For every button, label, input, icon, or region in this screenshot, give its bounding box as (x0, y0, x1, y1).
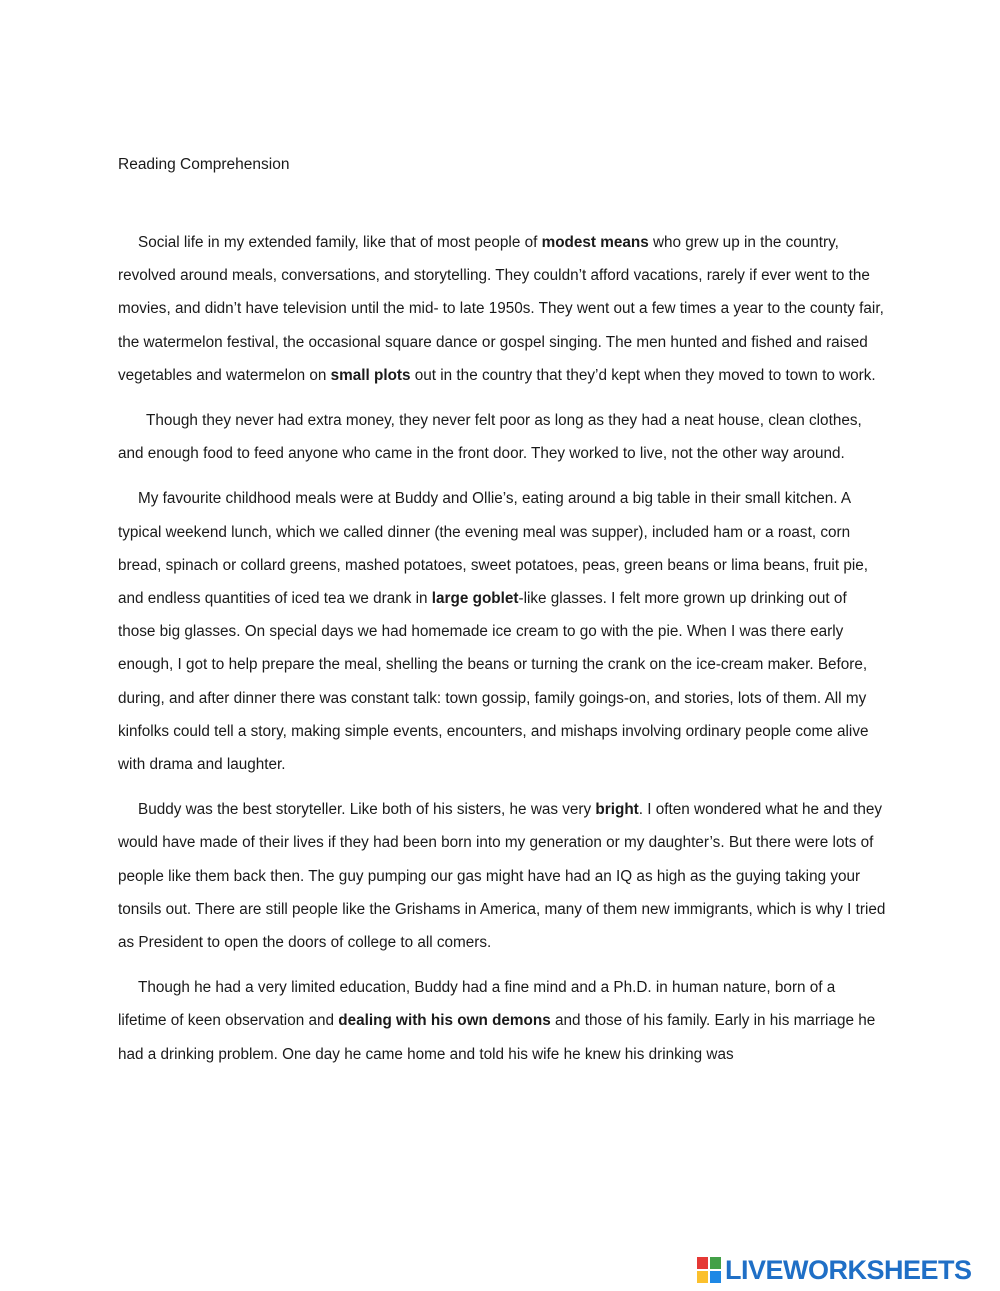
text-run: My favourite childhood meals were at Buddy and Ollie’s, eating around a big table in their small kitchen. A typical weekend lunch, which we called dinner (the evening meal was supper), included ham or a roast, corn bread, spinach or collard greens, mashed potatoes, sweet potatoes, peas, green beans or lima beans, fruit pie, and endless quantities of iced tea we drank in (118, 490, 868, 608)
liveworksheets-logo (697, 1255, 972, 1285)
paragraph (118, 793, 886, 959)
text-run: and those of his family. Early in his marriage he had a drinking problem. One day he came home and told his wife he knew his drinking was (118, 1012, 876, 1063)
logo-block (710, 1257, 721, 1269)
text-run: Though they never had extra money, they never felt poor as long as they had a neat house, clean clothes, and enough food to feed anyone who came in the front door. They worked to live, not the other way around. (118, 412, 862, 463)
text-run: -like glasses. I felt more grown up drinking out of those big glasses. On special days we had homemade ice cream to go with the pie. When I was there early enough, I got to help prepare the meal, shelling the beans or turning the crank on the ice-cream maker. Before, during, and after dinner there was constant talk: town gossip, family goings-on, and stories, lots of them. All my kinfolks could tell a story, making simple events, encounters, and mishaps involving ordinary people come alive with drama and laughter. (118, 590, 869, 774)
paragraph (118, 482, 886, 781)
bold-phrase: large goblet (431, 590, 519, 608)
text-run: out in the country that they’d kept when they moved to town to work. (410, 366, 876, 384)
bold-phrase: small plots (330, 366, 411, 384)
bold-phrase: bright (595, 801, 639, 819)
text-run: Though he had a very limited education, Buddy had a fine mind and a Ph.D. in human nature, born of a lifetime of keen observation and (118, 979, 836, 1030)
reading-passage (118, 226, 886, 1083)
text-run: . I often wondered what he and they would have made of their lives if they had been born into my generation or my daughter’s. But there were lots of people like them back then. The guy pumping our gas might have had an IQ as high as the guying taking your tonsils out. There are still people like the Grishams in America, many of them new immigrants, which is why I tried as President to open the doors of college to all comers. (118, 801, 886, 952)
text-run: who grew up in the country, revolved around meals, conversations, and storytelling. They couldn’t afford vacations, rarely if ever went to the movies, and didn’t have television until the mid- to late 1950s. They went out a few times a year to the county fair, the watermelon festival, the occasional square dance or gospel singing. The men hunted and fished and raised vegetables and watermelon on (118, 234, 884, 384)
logo-block (697, 1257, 708, 1269)
text-run: Buddy was the best storyteller. Like both of his sisters, he was very (138, 801, 596, 819)
logo-blocks-icon (697, 1257, 721, 1283)
bold-phrase: modest means (541, 234, 649, 251)
logo-block (697, 1271, 708, 1283)
paragraph (118, 404, 886, 470)
logo-block (710, 1271, 721, 1283)
paragraph (118, 226, 886, 392)
logo-text: LIVEWORKSHEETS (725, 1255, 972, 1285)
text-run: Social life in my extended family, like that of most people of (138, 234, 542, 251)
bold-phrase: dealing with his own demons (338, 1012, 551, 1030)
paragraph (118, 971, 886, 1071)
document-title: Reading Comprehension (118, 156, 290, 173)
